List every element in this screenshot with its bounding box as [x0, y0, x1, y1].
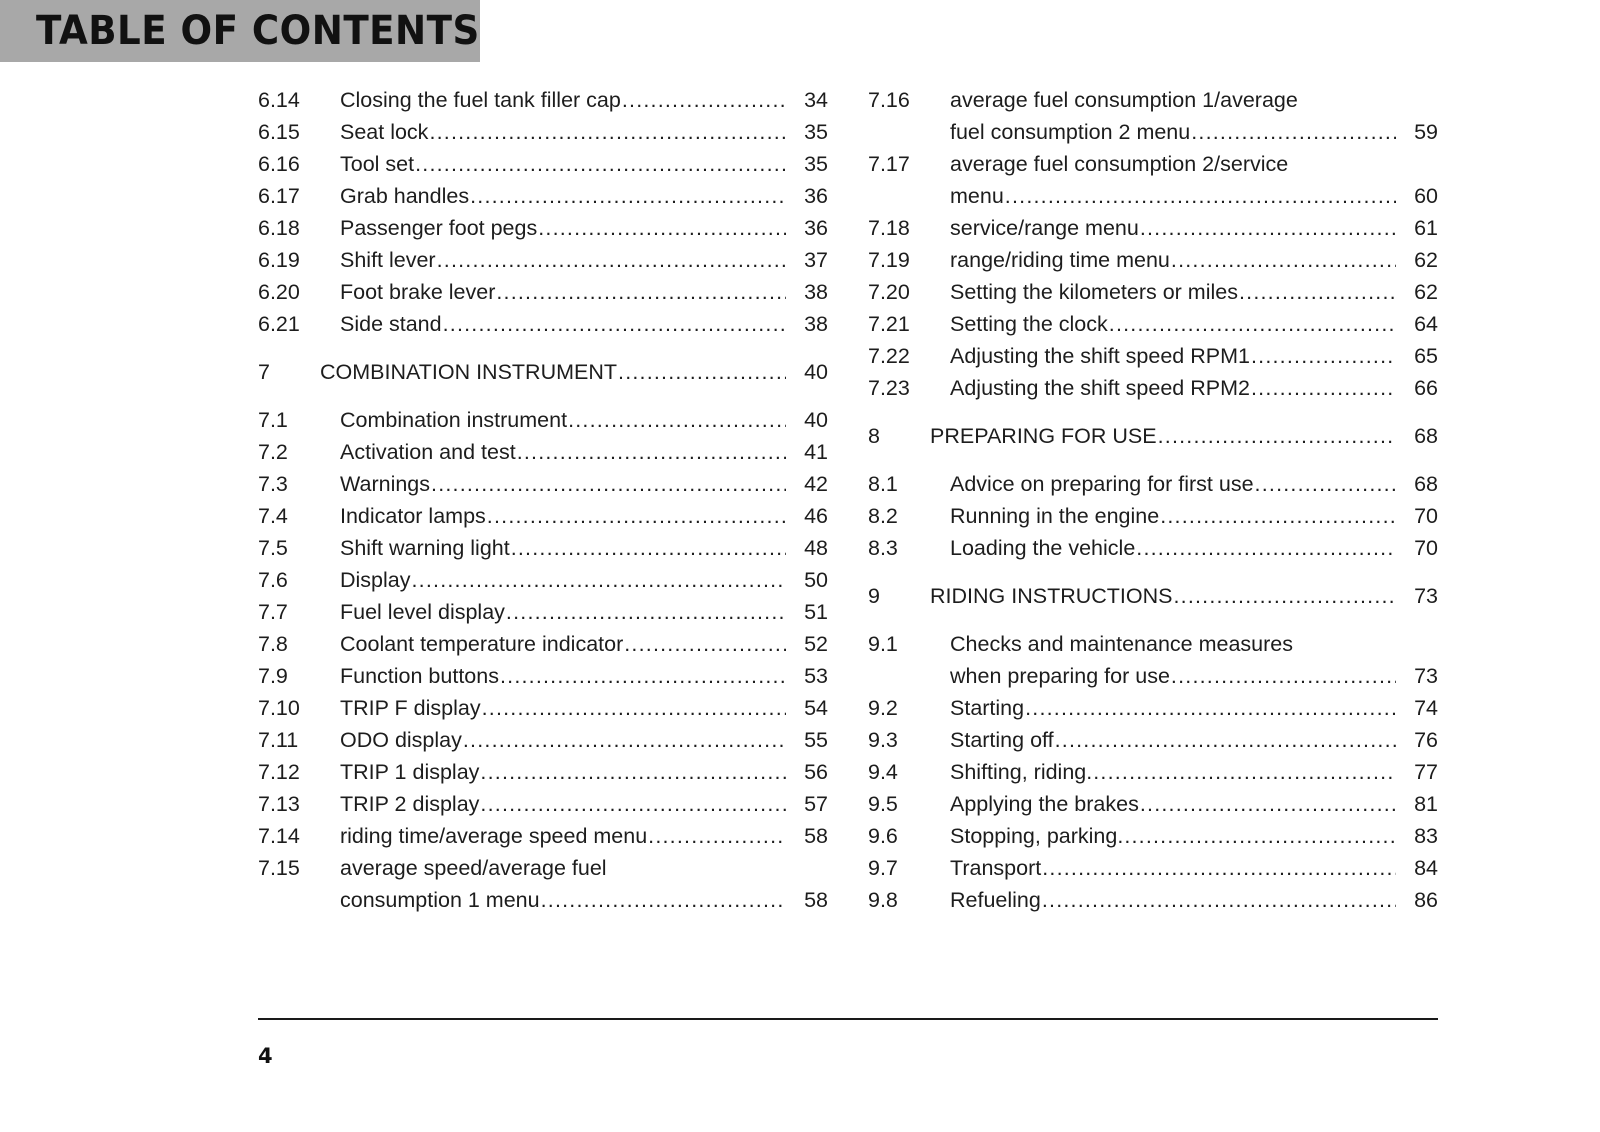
toc-entry-page: 57 [804, 792, 828, 816]
toc-entry-number: 7.22 [868, 344, 910, 368]
toc-entry-page: 83 [1414, 824, 1438, 848]
toc-entry-page: 36 [804, 216, 828, 240]
toc-entry-body [950, 308, 1438, 340]
toc-entry-number: 9.7 [868, 856, 898, 880]
toc-entry-page: 62 [1414, 280, 1438, 304]
toc-entry[interactable] [868, 756, 1438, 788]
toc-leader-dots [1109, 308, 1396, 340]
toc-entry-body [340, 756, 828, 788]
toc-entry[interactable] [868, 820, 1438, 852]
toc-leader-dots [470, 180, 786, 212]
toc-entry-number: 9.1 [868, 632, 898, 656]
toc-leader-dots [1160, 500, 1396, 532]
toc-entry-number: 7.6 [258, 568, 288, 592]
toc-leader-dots [1239, 276, 1396, 308]
toc-entry-page: 46 [804, 504, 828, 528]
toc-entry-number: 8.1 [868, 472, 898, 496]
toc-entry-title: average fuel consumption 2/service [950, 152, 1289, 176]
toc-entry-number: 7.19 [868, 248, 910, 272]
toc-leader-dots [1093, 756, 1396, 788]
toc-entry-title: Advice on preparing for first use [950, 472, 1254, 496]
toc-entry[interactable] [868, 788, 1438, 820]
toc-entry[interactable] [258, 276, 828, 308]
toc-entry[interactable] [868, 692, 1438, 724]
toc-entry-page: 37 [804, 248, 828, 272]
toc-entry[interactable] [258, 852, 828, 916]
toc-entry-number: 7.21 [868, 312, 910, 336]
toc-leader-dots [1251, 372, 1396, 404]
toc-entry-title: Adjusting the shift speed RPM1 [950, 344, 1250, 368]
toc-entry-page: 58 [804, 888, 828, 912]
toc-entry-page: 38 [804, 280, 828, 304]
toc-entry-body [950, 276, 1438, 308]
toc-entry[interactable] [258, 532, 828, 564]
table-of-contents-banner [0, 0, 480, 62]
toc-leader-dots [1251, 340, 1396, 372]
toc-entry-body [340, 660, 828, 692]
toc-entry-number: 7.15 [258, 856, 300, 880]
toc-entry-body [930, 580, 1438, 612]
toc-leader-dots [1191, 116, 1396, 148]
toc-entry-number: 9.4 [868, 760, 898, 784]
toc-entry-body [340, 788, 828, 820]
toc-entry-page: 40 [804, 360, 828, 384]
toc-leader-dots [541, 884, 786, 916]
toc-entry-title: Closing the fuel tank filler cap [340, 88, 621, 112]
toc-entry[interactable] [868, 852, 1438, 884]
toc-entry-page: 50 [804, 568, 828, 592]
toc-entry-page: 56 [804, 760, 828, 784]
toc-entry-number: 6.16 [258, 152, 300, 176]
toc-leader-dots [1173, 580, 1396, 612]
toc-entry-page: 68 [1414, 472, 1438, 496]
toc-entry-body [930, 420, 1438, 452]
toc-entry-number: 7.14 [258, 824, 300, 848]
toc-entry-title: ODO display [340, 728, 462, 752]
toc-leader-dots [517, 436, 786, 468]
toc-entry-body [950, 468, 1438, 500]
toc-entry-title: TRIP F display [340, 696, 481, 720]
toc-entry-page: 70 [1414, 504, 1438, 528]
toc-leader-dots [443, 308, 786, 340]
toc-entry-page: 66 [1414, 376, 1438, 400]
toc-entry-number: 7.16 [868, 88, 910, 112]
toc-entry-title: Side stand [340, 312, 442, 336]
toc-entry-number: 9 [868, 584, 880, 608]
toc-entry-title: TRIP 1 display [340, 760, 480, 784]
toc-entry-page: 54 [804, 696, 828, 720]
toc-entry-number: 6.17 [258, 184, 300, 208]
page-title: TABLE OF CONTENTS [36, 8, 480, 54]
toc-leader-dots [1124, 820, 1396, 852]
toc-entry-body [950, 212, 1438, 244]
toc-entry-title: Shifting, riding. [950, 760, 1093, 784]
toc-entry-title: Passenger foot pegs [340, 216, 538, 240]
toc-entry-title: Shift lever [340, 248, 436, 272]
toc-entry-number: 7.4 [258, 504, 288, 528]
toc-entry[interactable] [258, 404, 828, 436]
toc-entry-number: 6.21 [258, 312, 300, 336]
toc-leader-dots [1055, 724, 1396, 756]
toc-leader-dots [480, 756, 786, 788]
toc-entry-page: 62 [1414, 248, 1438, 272]
toc-entry-number: 9.2 [868, 696, 898, 720]
toc-entry-page: 52 [804, 632, 828, 656]
toc-leader-dots [463, 724, 786, 756]
toc-entry-body [340, 852, 828, 916]
toc-entry-number: 6.15 [258, 120, 300, 144]
toc-entry-page: 53 [804, 664, 828, 688]
toc-entry-title: Tool set [340, 152, 415, 176]
toc-leader-dots [622, 84, 786, 116]
toc-leader-dots [1255, 468, 1396, 500]
toc-entry-page: 61 [1414, 216, 1438, 240]
toc-entry-title-cont: fuel consumption 2 menu [950, 120, 1191, 144]
toc-entry[interactable] [868, 532, 1438, 564]
footer-divider [258, 1018, 1438, 1020]
toc-entry-body [340, 500, 828, 532]
toc-leader-dots [1171, 244, 1396, 276]
toc-leader-dots [480, 788, 786, 820]
toc-entry-title: Refueling [950, 888, 1041, 912]
toc-entry[interactable] [868, 500, 1438, 532]
toc-entry-body [340, 180, 828, 212]
toc-entry-number: 7.2 [258, 440, 288, 464]
toc-entry-title: PREPARING FOR USE [930, 424, 1157, 448]
toc-entry[interactable] [258, 244, 828, 276]
toc-entry-title: Indicator lamps [340, 504, 486, 528]
toc-entry-body [950, 500, 1438, 532]
toc-entry-number: 9.5 [868, 792, 898, 816]
toc-entry-page: 40 [804, 408, 828, 432]
toc-entry[interactable] [868, 468, 1438, 500]
toc-leader-dots [429, 116, 786, 148]
toc-entry-title: Display [340, 568, 411, 592]
toc-entry-page: 81 [1414, 792, 1438, 816]
toc-leader-dots [415, 148, 786, 180]
toc-entry-title-cont: consumption 1 menu [340, 888, 540, 912]
toc-entry[interactable] [258, 356, 828, 388]
toc-entry-body [340, 116, 828, 148]
toc-entry-title: average speed/average fuel [340, 856, 607, 880]
toc-entry-body [340, 148, 828, 180]
toc-entry[interactable] [258, 596, 828, 628]
toc-leader-dots [1140, 212, 1396, 244]
toc-entry[interactable] [258, 788, 828, 820]
toc-entry-page: 77 [1414, 760, 1438, 784]
toc-entry-body [950, 244, 1438, 276]
toc-leader-dots [496, 276, 786, 308]
toc-entry[interactable] [258, 180, 828, 212]
toc-entry-page: 70 [1414, 536, 1438, 560]
toc-entry-number: 7 [258, 360, 270, 384]
toc-entry-body [340, 404, 828, 436]
toc-entry-page: 86 [1414, 888, 1438, 912]
toc-entry[interactable] [258, 148, 828, 180]
toc-leader-dots [412, 564, 787, 596]
toc-entry-number: 7.1 [258, 408, 288, 432]
toc-entry-page: 76 [1414, 728, 1438, 752]
toc-entry-title: Foot brake lever [340, 280, 496, 304]
toc-entry-title: average fuel consumption 1/average [950, 88, 1298, 112]
toc-entry-number: 7.18 [868, 216, 910, 240]
toc-entry-number: 9.8 [868, 888, 898, 912]
toc-leader-dots [1140, 788, 1396, 820]
toc-entry-body [340, 84, 828, 116]
toc-columns [0, 84, 1600, 944]
toc-entry-body [950, 340, 1438, 372]
toc-entry-page: 41 [804, 440, 828, 464]
toc-entry[interactable] [868, 884, 1438, 916]
toc-entry-title: Activation and test [340, 440, 516, 464]
toc-entry-title: Seat lock [340, 120, 429, 144]
toc-entry-title: Warnings [340, 472, 431, 496]
toc-entry-body [340, 244, 828, 276]
toc-entry[interactable] [258, 660, 828, 692]
toc-entry-body [340, 692, 828, 724]
toc-entry[interactable] [868, 308, 1438, 340]
toc-entry-page: 35 [804, 120, 828, 144]
toc-entry[interactable] [258, 500, 828, 532]
toc-entry-number: 7.8 [258, 632, 288, 656]
toc-entry-title: Setting the kilometers or miles [950, 280, 1238, 304]
toc-leader-dots [568, 404, 786, 436]
toc-entry-body [950, 884, 1438, 916]
toc-leader-dots [618, 356, 786, 388]
toc-leader-dots [511, 532, 786, 564]
toc-entry-number: 7.10 [258, 696, 300, 720]
toc-entry-title: Combination instrument [340, 408, 568, 432]
toc-entry[interactable] [868, 628, 1438, 692]
toc-leader-dots [1158, 420, 1396, 452]
toc-entry-number: 6.20 [258, 280, 300, 304]
toc-entry-body [950, 532, 1438, 564]
toc-leader-dots [487, 500, 786, 532]
toc-leader-dots [482, 692, 786, 724]
toc-entry-title: Checks and maintenance measures [950, 632, 1293, 656]
toc-entry-title: Fuel level display [340, 600, 505, 624]
toc-entry-title: Setting the clock [950, 312, 1108, 336]
toc-entry-number: 6.19 [258, 248, 300, 272]
toc-entry-body [340, 628, 828, 660]
toc-entry-body [340, 532, 828, 564]
toc-entry-title: Function buttons [340, 664, 499, 688]
toc-entry-page: 74 [1414, 696, 1438, 720]
toc-entry[interactable] [258, 692, 828, 724]
toc-entry-page: 51 [804, 600, 828, 624]
toc-entry-page: 73 [1414, 664, 1438, 688]
toc-entry-title: Shift warning light [340, 536, 510, 560]
toc-entry[interactable] [868, 340, 1438, 372]
toc-entry-page: 68 [1414, 424, 1438, 448]
toc-entry-page: 65 [1414, 344, 1438, 368]
toc-entry-body [340, 436, 828, 468]
toc-entry[interactable] [258, 724, 828, 756]
toc-entry-title-cont: when preparing for use [950, 664, 1170, 688]
toc-entry-title: Starting off [950, 728, 1054, 752]
toc-entry[interactable] [258, 84, 828, 116]
toc-entry[interactable] [258, 564, 828, 596]
toc-entry-number: 8.2 [868, 504, 898, 528]
toc-entry-body [340, 276, 828, 308]
toc-entry-title: COMBINATION INSTRUMENT [320, 360, 618, 384]
toc-entry-page: 64 [1414, 312, 1438, 336]
toc-entry-body [340, 212, 828, 244]
toc-entry-title: service/range menu [950, 216, 1139, 240]
toc-leader-dots [1171, 660, 1396, 692]
toc-entry-title: Transport [950, 856, 1042, 880]
toc-entry-number: 6.14 [258, 88, 300, 112]
toc-entry-page: 60 [1414, 184, 1438, 208]
toc-entry-page: 73 [1414, 584, 1438, 608]
toc-entry-number: 7.11 [258, 728, 299, 752]
toc-entry[interactable] [258, 308, 828, 340]
toc-entry-title: Loading the vehicle [950, 536, 1136, 560]
toc-entry-page: 58 [804, 824, 828, 848]
toc-entry-number: 7.3 [258, 472, 288, 496]
toc-entry-body [950, 84, 1438, 148]
toc-entry-body [950, 756, 1438, 788]
toc-entry[interactable] [868, 148, 1438, 212]
toc-entry[interactable] [868, 420, 1438, 452]
toc-entry-body [950, 148, 1438, 212]
toc-entry-page: 36 [804, 184, 828, 208]
toc-entry-number: 7.23 [868, 376, 910, 400]
toc-leader-dots [1042, 884, 1396, 916]
toc-entry[interactable] [258, 468, 828, 500]
toc-leader-dots [500, 660, 786, 692]
toc-entry-body [340, 724, 828, 756]
toc-entry-page: 84 [1414, 856, 1438, 880]
toc-column-right [868, 84, 1438, 916]
toc-entry-title: Grab handles [340, 184, 470, 208]
toc-leader-dots [1042, 852, 1396, 884]
toc-entry[interactable] [258, 436, 828, 468]
toc-entry-title: riding time/average speed menu [340, 824, 648, 848]
toc-entry-number: 8 [868, 424, 880, 448]
footer-page-number: 4 [258, 1044, 273, 1068]
toc-entry[interactable] [258, 116, 828, 148]
toc-entry[interactable] [868, 84, 1438, 148]
toc-entry-title: TRIP 2 display [340, 792, 480, 816]
toc-entry-number: 7.13 [258, 792, 300, 816]
toc-entry-page: 48 [804, 536, 828, 560]
toc-entry-body [950, 788, 1438, 820]
toc-entry-page: 38 [804, 312, 828, 336]
toc-entry-title: Stopping, parking. [950, 824, 1124, 848]
toc-entry-number: 7.12 [258, 760, 300, 784]
toc-entry[interactable] [868, 212, 1438, 244]
toc-entry-page: 42 [804, 472, 828, 496]
toc-entry-number: 7.9 [258, 664, 288, 688]
toc-entry-number: 9.6 [868, 824, 898, 848]
toc-entry-number: 9.3 [868, 728, 898, 752]
toc-entry-title: RIDING INSTRUCTIONS [930, 584, 1173, 608]
toc-entry-number: 7.20 [868, 280, 910, 304]
toc-entry-title: Coolant temperature indicator [340, 632, 624, 656]
toc-leader-dots [1136, 532, 1396, 564]
toc-entry-number: 6.18 [258, 216, 300, 240]
toc-entry-body [340, 564, 828, 596]
toc-entry-number: 7.5 [258, 536, 288, 560]
toc-entry-title-cont: menu [950, 184, 1004, 208]
toc-entry-page: 55 [804, 728, 828, 752]
toc-column-left [258, 84, 828, 916]
toc-entry[interactable] [258, 628, 828, 660]
toc-leader-dots [437, 244, 786, 276]
toc-entry[interactable] [258, 212, 828, 244]
toc-leader-dots [1005, 180, 1396, 212]
toc-entry[interactable] [868, 244, 1438, 276]
toc-entry[interactable] [868, 580, 1438, 612]
toc-entry-body [950, 820, 1438, 852]
toc-entry[interactable] [868, 372, 1438, 404]
toc-entry-number: 7.7 [258, 600, 288, 624]
toc-leader-dots [431, 468, 786, 500]
toc-entry-page: 34 [804, 88, 828, 112]
toc-entry-title: range/riding time menu [950, 248, 1170, 272]
toc-entry-body [950, 628, 1438, 692]
toc-entry-body [950, 372, 1438, 404]
toc-entry-body [950, 724, 1438, 756]
toc-leader-dots [506, 596, 786, 628]
toc-entry-body [950, 852, 1438, 884]
toc-entry[interactable] [258, 820, 828, 852]
toc-entry-page: 59 [1414, 120, 1438, 144]
toc-leader-dots [1025, 692, 1396, 724]
toc-entry[interactable] [868, 276, 1438, 308]
toc-entry-title: Running in the engine [950, 504, 1160, 528]
toc-entry-body [340, 308, 828, 340]
toc-entry-number: 7.17 [868, 152, 910, 176]
toc-entry-body [950, 692, 1438, 724]
toc-leader-dots [624, 628, 786, 660]
toc-entry-title: Adjusting the shift speed RPM2 [950, 376, 1250, 400]
toc-entry-body [340, 596, 828, 628]
toc-entry-body [340, 820, 828, 852]
toc-entry-title: Starting [950, 696, 1025, 720]
toc-entry-body [320, 356, 828, 388]
toc-entry-number: 8.3 [868, 536, 898, 560]
toc-entry-title: Applying the brakes [950, 792, 1139, 816]
toc-entry-body [340, 468, 828, 500]
toc-entry[interactable] [868, 724, 1438, 756]
toc-entry[interactable] [258, 756, 828, 788]
toc-leader-dots [538, 212, 786, 244]
toc-leader-dots [648, 820, 786, 852]
toc-entry-page: 35 [804, 152, 828, 176]
